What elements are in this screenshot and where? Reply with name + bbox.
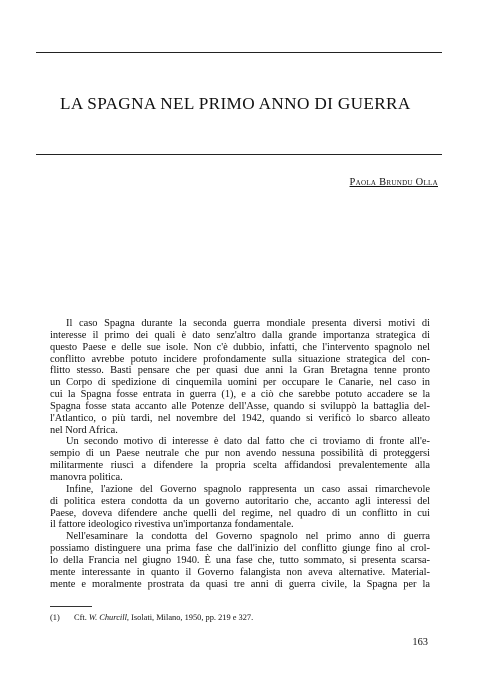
text-line: Un secondo motivo di interesse è dato dal fatto che ci troviamo di fronte all'e-	[66, 436, 430, 448]
top-rule	[36, 52, 442, 53]
text-line: interesse il primo dei quali è dato senz'altro dalla grande importanza strategica di	[50, 329, 430, 341]
text-line: mente e moralmente prostrata da quasi tre anni di guerra civile, la Spagna per la	[50, 578, 430, 590]
text-line: cui la Spagna fosse entrata in guerra (1), e a ciò che sarebbe potuto accadere se la	[50, 389, 430, 401]
paragraph-4	[50, 531, 430, 590]
text-line: l'Atlantico, o più tardi, nel novembre del 1942, quando si verificò lo sbarco alleato	[50, 412, 430, 424]
text-line: sempio di un Paese neutrale che pur non avendo nessuna possibilità di proteggersi	[50, 448, 430, 460]
paragraph-3	[50, 484, 430, 531]
title-bottom-rule	[36, 154, 442, 155]
text-line: lo della Francia nel giugno 1940. È una fase che, tutto sommato, si presenta scarsa-	[50, 554, 430, 566]
article-body	[50, 318, 430, 590]
text-line: manovra politica.	[50, 471, 123, 483]
text-line: Infine, l'azione del Governo spagnolo rappresenta un caso assai rimarchevole	[66, 483, 430, 495]
text-line: Il caso Spagna durante la seconda guerra mondiale presenta diversi motivi di	[66, 318, 430, 329]
text-line: Spagna fosse stata accanto alle Potenze dell'Asse, quando si sviluppò la battaglia del-	[50, 400, 430, 412]
text-line: questo Paese e delle sue isole. Non c'è dubbio, infatti, che l'intervento spagnolo nel	[50, 341, 430, 353]
text-line: Paese, doveva difendere anche quelli del regime, nel quadro di un conflitto in cui	[50, 507, 430, 519]
paragraph-2	[50, 436, 430, 483]
footnote-text-before: Cft.	[74, 613, 89, 622]
footnote-rule	[50, 606, 92, 607]
footnote-mark: (1)	[50, 613, 60, 622]
paragraph-1	[50, 318, 430, 436]
footnote-text-after: , Isolati, Milano, 1950, pp. 219 e 327.	[126, 613, 254, 622]
footnote	[50, 613, 253, 622]
text-line: militarmente riuscì a difendere la propria scelta affidandosi prevalentemente alla	[50, 460, 430, 472]
author-name: Paola Brundu Olla	[349, 177, 438, 188]
text-line: conflitto avrebbe potuto incidere profondamente sulla situazione strategica del con-	[50, 353, 430, 365]
text-line: Nell'esaminare la condotta del Governo spagnolo nel primo anno di guerra	[66, 531, 430, 543]
text-line: nel Nord Africa.	[50, 424, 118, 436]
footnote-author: W. Churcill	[88, 613, 127, 622]
text-line: un Corpo di spedizione di cinquemila uomini per occupare le Canarie, nel caso in	[50, 377, 430, 389]
text-line: mente interessante in quanto il Governo falangista non aveva alternative. Material-	[50, 566, 430, 578]
text-line: possiamo distinguere una prima fase che dall'inizio del conflitto giunge fino al crol-	[50, 543, 430, 555]
page-number: 163	[412, 637, 428, 648]
article-title: LA SPAGNA NEL PRIMO ANNO DI GUERRA	[60, 94, 411, 113]
text-line: di politica estera condotta da un governo autoritario che, accanto agli interessi del	[50, 495, 430, 507]
text-line: il fattore ideologico rivestiva un'importanza fondamentale.	[50, 519, 294, 531]
text-line: flitto stesso. Basti pensare che per quasi due anni la Gran Bretagna tenne pronto	[50, 365, 430, 377]
